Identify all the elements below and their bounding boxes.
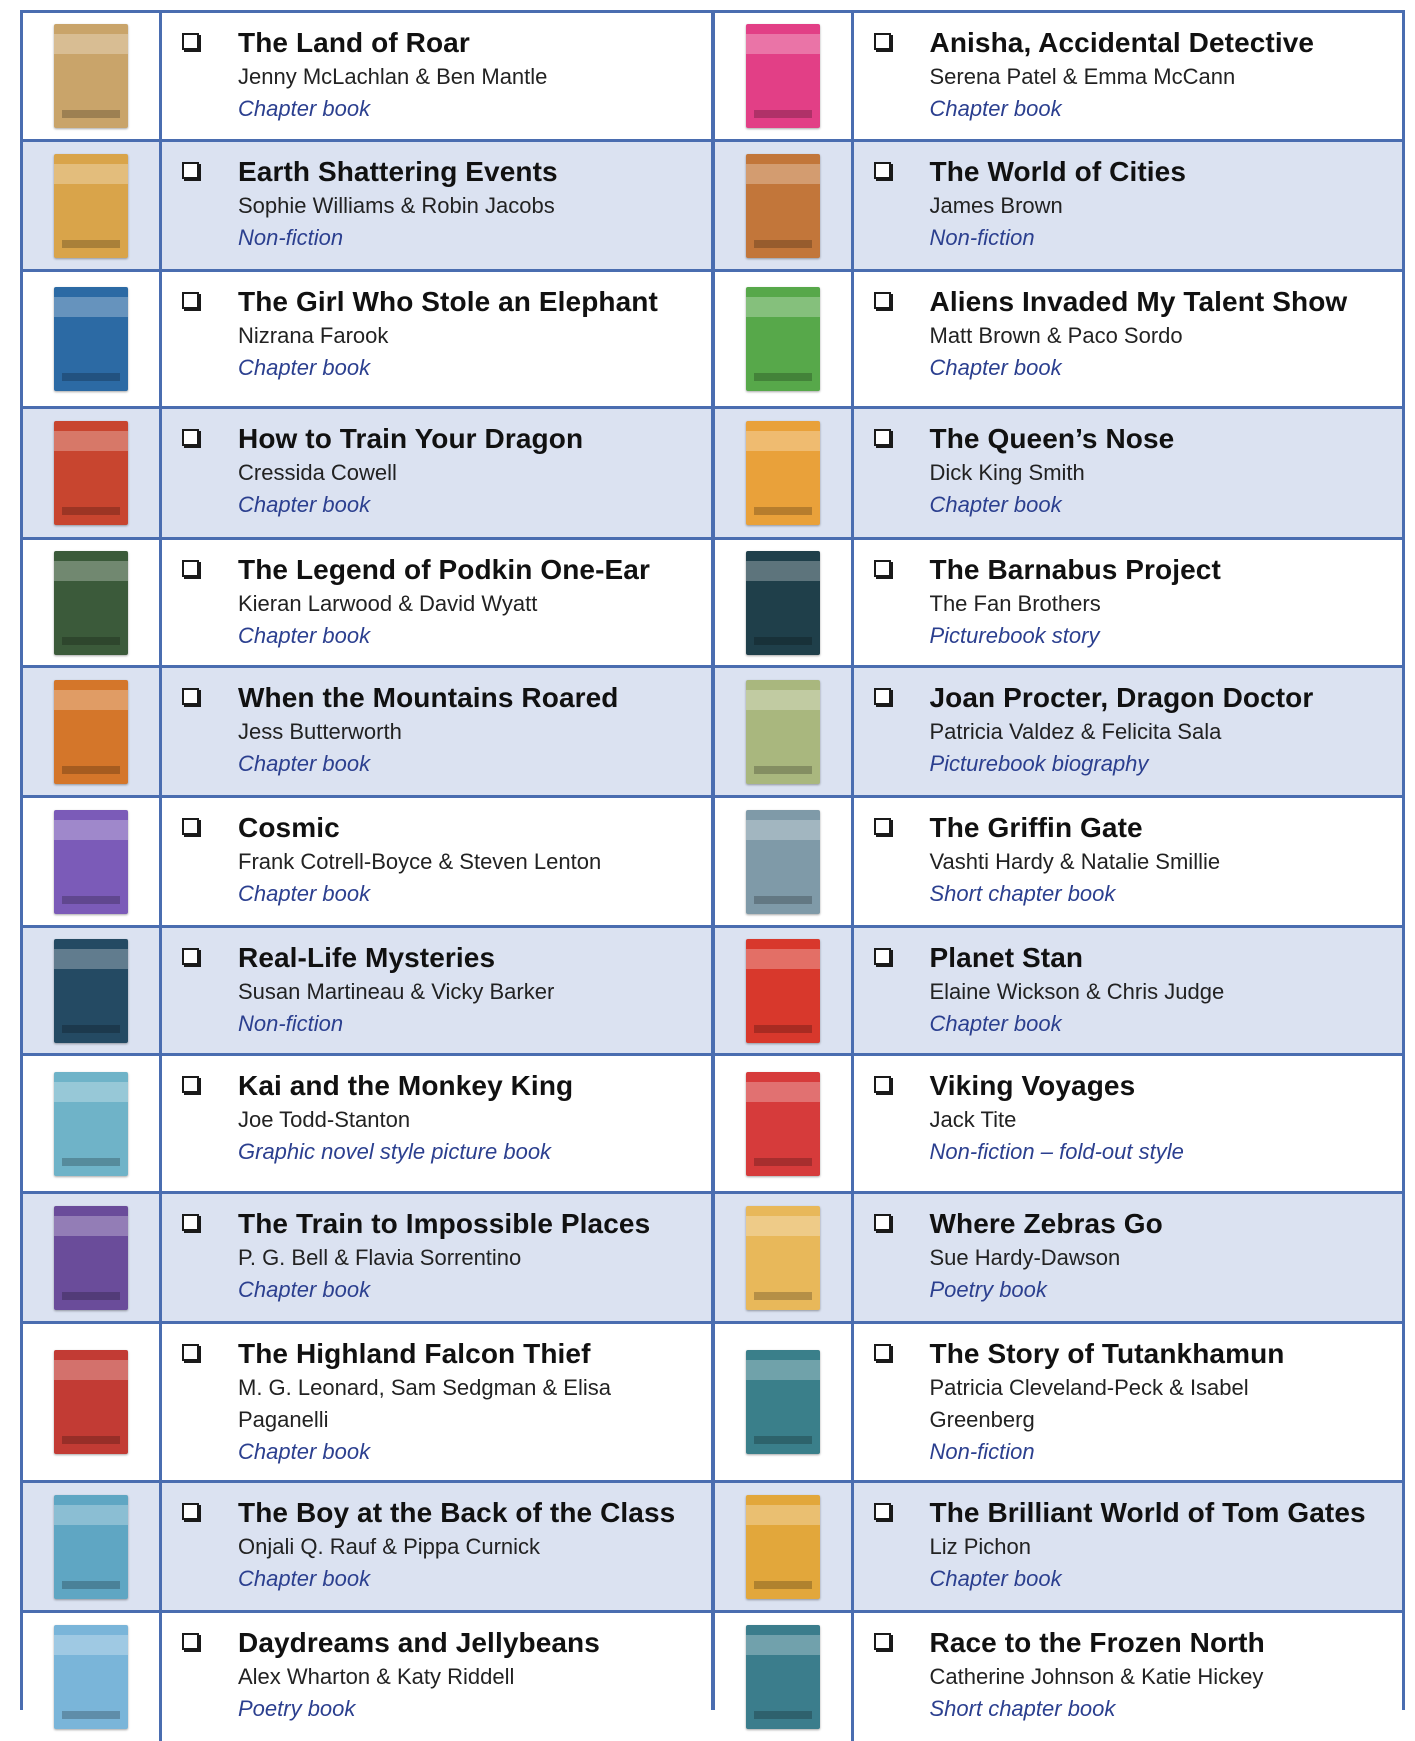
checkbox[interactable] [182, 33, 199, 50]
book-cover-image [54, 1495, 128, 1599]
book-author: P. G. Bell & Flavia Sorrentino [238, 1245, 522, 1270]
book-entry [715, 1194, 1403, 1321]
book-genre: Chapter book [929, 1566, 1062, 1591]
book-cover-image [54, 421, 128, 525]
checkbox[interactable] [874, 162, 891, 179]
book-cover-image [746, 287, 820, 391]
book-author: Elaine Wickson & Chris Judge [929, 979, 1225, 1004]
book-cover-cell [715, 1613, 851, 1741]
book-entry [715, 272, 1403, 406]
book-cover-image [54, 154, 128, 258]
book-info [162, 1324, 711, 1480]
book-author: Joe Todd-Stanton [238, 1107, 411, 1132]
book-info [162, 409, 711, 537]
checkbox[interactable] [182, 1503, 199, 1520]
book-title: The Queen’s Nose [929, 423, 1175, 454]
book-entry [715, 142, 1403, 269]
book-entry [23, 1324, 711, 1480]
checkbox[interactable] [874, 429, 891, 446]
checkbox[interactable] [182, 1344, 199, 1361]
checkbox[interactable] [182, 1076, 199, 1093]
book-genre: Chapter book [929, 96, 1062, 121]
book-author: Susan Martineau & Vicky Barker [238, 979, 555, 1004]
checkbox[interactable] [874, 818, 891, 835]
checkbox[interactable] [874, 33, 891, 50]
book-genre: Graphic novel style picture book [238, 1139, 552, 1164]
book-author: Frank Cotrell-Boyce & Steven Lenton [238, 849, 602, 874]
checkbox[interactable] [182, 1633, 199, 1650]
book-cover-image [54, 1206, 128, 1310]
book-entry [715, 540, 1403, 665]
checkbox[interactable] [182, 1214, 199, 1231]
book-entry [23, 1194, 711, 1321]
book-title: How to Train Your Dragon [238, 423, 584, 454]
book-entry [715, 1483, 1403, 1610]
book-genre: Non-fiction – fold-out style [929, 1139, 1184, 1164]
book-info [162, 798, 711, 925]
book-author: Matt Brown & Paco Sordo [929, 323, 1183, 348]
book-info [854, 668, 1403, 795]
book-entry [715, 668, 1403, 795]
book-cover-cell [715, 13, 851, 139]
book-info [162, 540, 711, 665]
book-author: Sue Hardy-Dawson [929, 1245, 1121, 1270]
book-entry [715, 1324, 1403, 1480]
book-author: The Fan Brothers [929, 591, 1101, 616]
book-entry [715, 798, 1403, 925]
book-author: Alex Wharton & Katy Riddell [238, 1664, 515, 1689]
book-title: The Story of Tutankhamun [929, 1338, 1285, 1369]
book-genre: Picturebook biography [929, 751, 1149, 776]
book-author: Patricia Valdez & Felicita Sala [929, 719, 1222, 744]
checkbox[interactable] [182, 162, 199, 179]
book-info [854, 13, 1403, 139]
book-title: The Girl Who Stole an Elephant [238, 286, 658, 317]
book-cover-cell [715, 798, 851, 925]
book-info [854, 1056, 1403, 1191]
book-cover-cell [715, 409, 851, 537]
checkbox[interactable] [182, 818, 199, 835]
book-title: Cosmic [238, 812, 340, 843]
book-title: Kai and the Monkey King [238, 1070, 574, 1101]
book-cover-cell [715, 142, 851, 269]
book-info [162, 1194, 711, 1321]
checkbox[interactable] [874, 1503, 891, 1520]
book-title: Viking Voyages [929, 1070, 1136, 1101]
book-author: Serena Patel & Emma McCann [929, 64, 1236, 89]
book-author: Catherine Johnson & Katie Hickey [929, 1664, 1264, 1689]
book-genre: Chapter book [238, 1439, 371, 1464]
book-entry [23, 798, 711, 925]
book-cover-image [54, 551, 128, 655]
book-cover-image [54, 1350, 128, 1454]
book-info [162, 1483, 711, 1610]
book-cover-cell [715, 272, 851, 406]
book-title: Where Zebras Go [929, 1208, 1163, 1239]
book-genre: Non-fiction [238, 1011, 344, 1036]
book-genre: Chapter book [929, 355, 1062, 380]
book-title: The Highland Falcon Thief [238, 1338, 591, 1369]
book-cover-image [746, 680, 820, 784]
book-cover-cell [23, 142, 159, 269]
checkbox[interactable] [874, 688, 891, 705]
book-title: The Legend of Podkin One-Ear [238, 554, 650, 585]
book-cover-image [746, 939, 820, 1043]
book-entry [715, 1613, 1403, 1741]
book-author: Patricia Cleveland-Peck & Isabel Greenberg [929, 1375, 1249, 1432]
book-title: Earth Shattering Events [238, 156, 558, 187]
book-cover-cell [23, 1483, 159, 1610]
checkbox[interactable] [874, 292, 891, 309]
book-info [854, 1324, 1403, 1480]
book-genre: Poetry book [929, 1277, 1047, 1302]
book-title: Race to the Frozen North [929, 1627, 1265, 1658]
book-cover-cell [23, 13, 159, 139]
book-entry [23, 1056, 711, 1191]
book-entry [23, 272, 711, 406]
book-cover-cell [23, 409, 159, 537]
book-genre: Non-fiction [929, 225, 1035, 250]
book-cover-image [746, 810, 820, 914]
book-cover-image [746, 1206, 820, 1310]
book-cover-image [746, 551, 820, 655]
book-cover-image [54, 939, 128, 1043]
book-author: Liz Pichon [929, 1534, 1032, 1559]
book-genre: Short chapter book [929, 881, 1116, 906]
book-author: Dick King Smith [929, 460, 1085, 485]
book-cover-image [746, 24, 820, 128]
book-entry [715, 13, 1403, 139]
book-cover-cell [23, 1324, 159, 1480]
book-author: M. G. Leonard, Sam Sedgman & Elisa Paganelli [238, 1375, 611, 1432]
checkbox[interactable] [182, 560, 199, 577]
book-cover-image [54, 287, 128, 391]
book-cover-cell [715, 668, 851, 795]
book-entry [23, 1613, 711, 1741]
book-entry [23, 1483, 711, 1610]
book-info [162, 668, 711, 795]
book-author: Nizrana Farook [238, 323, 389, 348]
book-title: Aliens Invaded My Talent Show [929, 286, 1348, 317]
book-entry [23, 668, 711, 795]
book-cover-image [746, 1072, 820, 1176]
book-genre: Chapter book [929, 1011, 1062, 1036]
book-entry [715, 409, 1403, 537]
book-title: The Boy at the Back of the Class [238, 1497, 676, 1528]
book-genre: Chapter book [238, 1566, 371, 1591]
book-genre: Poetry book [238, 1696, 356, 1721]
book-info [162, 1056, 711, 1191]
book-cover-image [54, 1072, 128, 1176]
book-title: Real-Life Mysteries [238, 942, 496, 973]
book-title: Planet Stan [929, 942, 1084, 973]
book-cover-image [746, 154, 820, 258]
book-info [854, 798, 1403, 925]
checkbox[interactable] [874, 1214, 891, 1231]
book-title: Anisha, Accidental Detective [929, 27, 1315, 58]
book-title: Joan Procter, Dragon Doctor [929, 682, 1314, 713]
checkbox[interactable] [182, 292, 199, 309]
book-cover-cell [23, 540, 159, 665]
book-cover-cell [715, 1483, 851, 1610]
checkbox[interactable] [874, 560, 891, 577]
book-checklist [20, 10, 1405, 1721]
book-title: The World of Cities [929, 156, 1186, 187]
book-cover-image [54, 810, 128, 914]
book-author: Jack Tite [929, 1107, 1017, 1132]
book-title: The Land of Roar [238, 27, 470, 58]
book-cover-image [746, 421, 820, 525]
book-info [162, 13, 711, 139]
book-entry [715, 1056, 1403, 1191]
book-author: James Brown [929, 193, 1063, 218]
book-info [162, 142, 711, 269]
book-genre: Short chapter book [929, 1696, 1116, 1721]
book-cover-cell [23, 668, 159, 795]
book-info [854, 142, 1403, 269]
book-cover-cell [715, 928, 851, 1053]
book-author: Jess Butterworth [238, 719, 402, 744]
book-author: Onjali Q. Rauf & Pippa Curnick [238, 1534, 541, 1559]
book-author: Jenny McLachlan & Ben Mantle [238, 64, 548, 89]
book-info [854, 409, 1403, 537]
book-author: Sophie Williams & Robin Jacobs [238, 193, 555, 218]
checkbox[interactable] [182, 429, 199, 446]
book-cover-cell [23, 798, 159, 925]
book-entry [23, 540, 711, 665]
checkbox[interactable] [874, 1633, 891, 1650]
book-genre: Chapter book [238, 355, 371, 380]
book-cover-image [54, 680, 128, 784]
book-cover-image [746, 1350, 820, 1454]
book-cover-cell [23, 928, 159, 1053]
book-author: Kieran Larwood & David Wyatt [238, 591, 538, 616]
book-info [854, 1194, 1403, 1321]
book-info [162, 272, 711, 406]
book-genre: Chapter book [238, 96, 371, 121]
book-genre: Chapter book [238, 881, 371, 906]
checkbox[interactable] [874, 948, 891, 965]
book-genre: Non-fiction [238, 225, 344, 250]
book-info [854, 272, 1403, 406]
book-title: When the Mountains Roared [238, 682, 619, 713]
book-author: Vashti Hardy & Natalie Smillie [929, 849, 1221, 874]
book-cover-cell [715, 1056, 851, 1191]
book-genre: Chapter book [238, 1277, 371, 1302]
book-cover-cell [23, 1613, 159, 1741]
book-genre: Chapter book [238, 492, 371, 517]
book-info [854, 1483, 1403, 1610]
book-cover-image [746, 1495, 820, 1599]
book-genre: Chapter book [238, 623, 371, 648]
book-cover-cell [715, 1324, 851, 1480]
book-title: The Barnabus Project [929, 554, 1221, 585]
book-cover-cell [715, 540, 851, 665]
book-info [162, 928, 711, 1053]
book-cover-image [746, 1625, 820, 1729]
book-title: The Brilliant World of Tom Gates [929, 1497, 1366, 1528]
book-author: Cressida Cowell [238, 460, 397, 485]
book-genre: Picturebook story [929, 623, 1100, 648]
book-cover-cell [23, 1194, 159, 1321]
book-title: The Train to Impossible Places [238, 1208, 651, 1239]
book-genre: Chapter book [929, 492, 1062, 517]
book-genre: Non-fiction [929, 1439, 1035, 1464]
book-title: Daydreams and Jellybeans [238, 1627, 600, 1658]
book-entry [23, 409, 711, 537]
book-entry [23, 13, 711, 139]
checkbox[interactable] [182, 948, 199, 965]
book-info [854, 540, 1403, 665]
book-entry [23, 928, 711, 1053]
book-entry [23, 142, 711, 269]
book-title: The Griffin Gate [929, 812, 1143, 843]
book-cover-image [54, 1625, 128, 1729]
checkbox[interactable] [874, 1344, 891, 1361]
book-cover-cell [715, 1194, 851, 1321]
book-info [162, 1613, 711, 1741]
book-cover-cell [23, 272, 159, 406]
book-cover-cell [23, 1056, 159, 1191]
book-genre: Chapter book [238, 751, 371, 776]
checkbox[interactable] [874, 1076, 891, 1093]
book-entry [715, 928, 1403, 1053]
checkbox[interactable] [182, 688, 199, 705]
book-info [854, 1613, 1403, 1741]
book-cover-image [54, 24, 128, 128]
book-info [854, 928, 1403, 1053]
